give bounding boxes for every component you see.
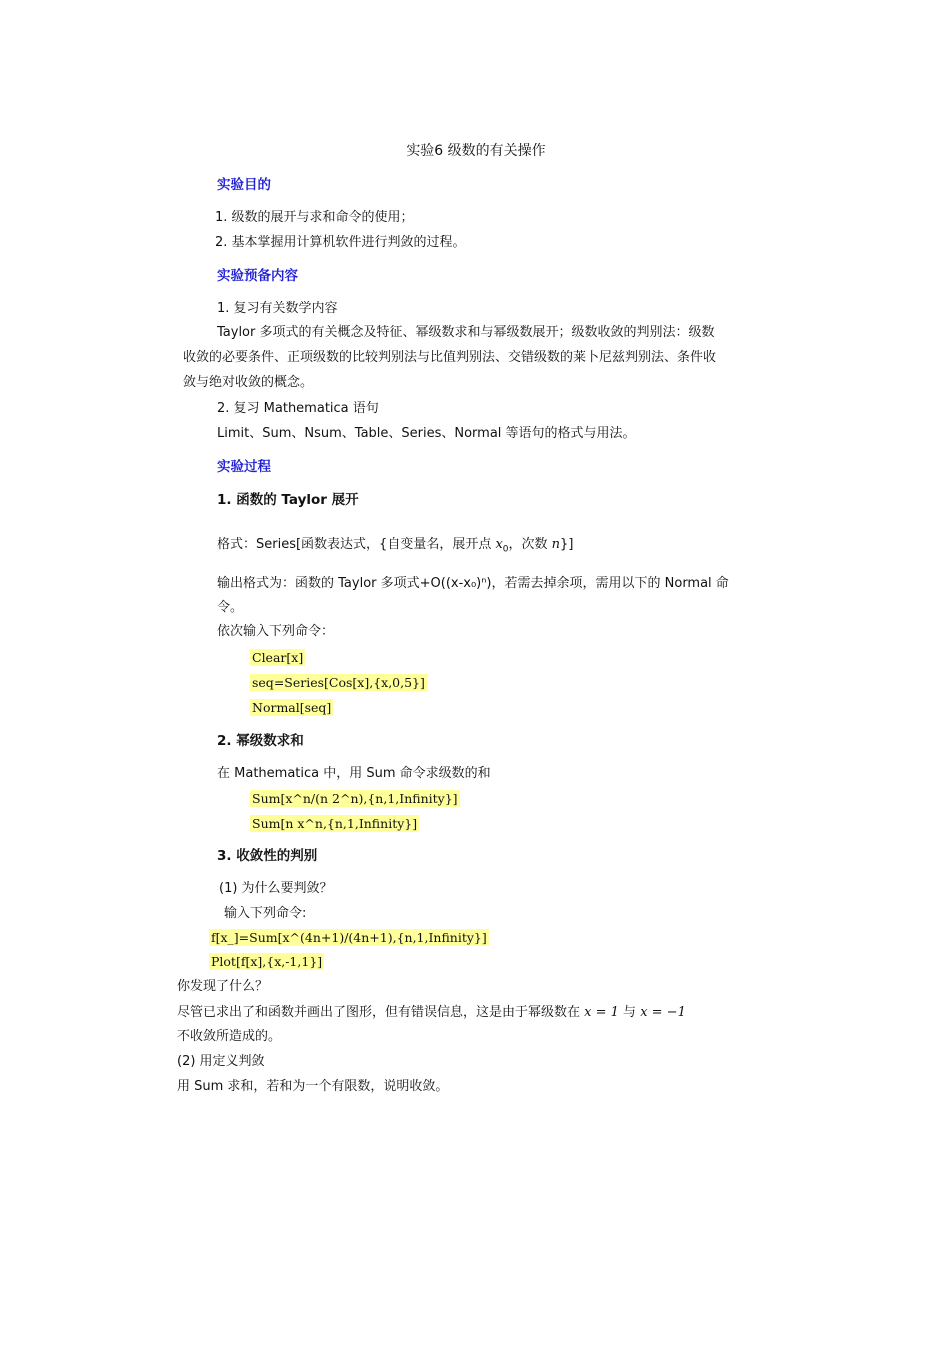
format-n: n bbox=[551, 537, 561, 552]
prep-item-1-text-line2: 收敛的必要条件、正项级数的比较判别法与比值判别法、交错级数的莱卜尼兹判别法、条件收 bbox=[183, 350, 717, 365]
format-x0-sub: 0 bbox=[502, 544, 509, 555]
format-prefix: 格式：Series[函数表达式，{自变量名，展开点 bbox=[217, 537, 496, 552]
discover-question: 你发现了什么？ bbox=[177, 979, 269, 994]
explanation-and: 与 bbox=[618, 1005, 641, 1020]
format-suffix: }] bbox=[560, 537, 574, 552]
output-format-line1: 输出格式为：函数的 Taylor 多项式+O((x-x₀)ⁿ)，若需去掉余项，需用以下的 Normal 命 bbox=[217, 576, 729, 591]
question-2: (2) 用定义判敛 bbox=[177, 1054, 265, 1069]
explanation-text: 尽管已求出了和函数并画出了图形，但有错误信息，这是由于幂级数在 bbox=[177, 1005, 581, 1020]
step-2-heading: 2. 幂级数求和 bbox=[217, 733, 304, 749]
code-clear: Clear[x] bbox=[252, 650, 304, 665]
prep-item-1-text-line3: 敛与绝对收敛的概念。 bbox=[183, 375, 314, 390]
code-sum-2: Sum[n x^n,{n,1,Infinity}] bbox=[252, 816, 418, 831]
page-title: 实验6 级数的有关操作 bbox=[406, 143, 546, 159]
input-prompt-1: 依次输入下列命令： bbox=[217, 624, 335, 639]
code-normal: Normal[seq] bbox=[252, 700, 332, 715]
step-1-heading: 1. 函数的 Taylor 展开 bbox=[217, 492, 359, 508]
step-3-heading: 3. 收敛性的判别 bbox=[217, 848, 318, 864]
output-format-line2: 令。 bbox=[217, 600, 244, 615]
question-2-text: 用 Sum 求和，若和为一个有限数，说明收敛。 bbox=[177, 1079, 449, 1094]
code-sum-1: Sum[x^n/(n 2^n),{n,1,Infinity}] bbox=[252, 791, 458, 806]
goal-item-2: 2. 基本掌握用计算机软件进行判敛的过程。 bbox=[215, 235, 466, 250]
math-x-eq-neg1: x = −1 bbox=[640, 1005, 686, 1020]
format-x0-var: x bbox=[495, 537, 503, 552]
code-fx: f[x_]=Sum[x^(4n+1)/(4n+1),{n,1,Infinity}] bbox=[211, 930, 487, 945]
prep-item-2-heading: 2. 复习 Mathematica 语句 bbox=[217, 401, 379, 416]
explanation-line2: 不收敛所造成的。 bbox=[177, 1029, 282, 1044]
explanation-line1 bbox=[177, 1003, 686, 1023]
input-prompt-2: 输入下列命令: bbox=[224, 906, 307, 921]
code-plot: Plot[f[x],{x,-1,1}] bbox=[211, 954, 323, 969]
question-1: (1) 为什么要判敛？ bbox=[219, 881, 333, 896]
step-2-text: 在 Mathematica 中，用 Sum 命令求级数的和 bbox=[217, 766, 491, 781]
section-heading-prep: 实验预备内容 bbox=[217, 268, 298, 284]
math-x-eq-1: x = 1 bbox=[584, 1005, 619, 1020]
prep-item-1-heading: 1. 复习有关数学内容 bbox=[217, 301, 338, 316]
section-heading-process: 实验过程 bbox=[217, 459, 271, 475]
prep-item-2-text: Limit、Sum、Nsum、Table、Series、Normal 等语句的格式与用法。 bbox=[217, 426, 636, 441]
goal-item-1: 1. 级数的展开与求和命令的使用； bbox=[215, 210, 414, 225]
format-mid: ，次数 bbox=[508, 537, 552, 552]
code-series: seq=Series[Cos[x],{x,0,5}] bbox=[252, 675, 425, 690]
series-format-line bbox=[217, 535, 573, 560]
section-heading-goals: 实验目的 bbox=[217, 177, 271, 193]
prep-item-1-text-line1: Taylor 多项式的有关概念及特征、幂级数求和与幂级数展开；级数收敛的判别法：级数 bbox=[217, 325, 715, 340]
